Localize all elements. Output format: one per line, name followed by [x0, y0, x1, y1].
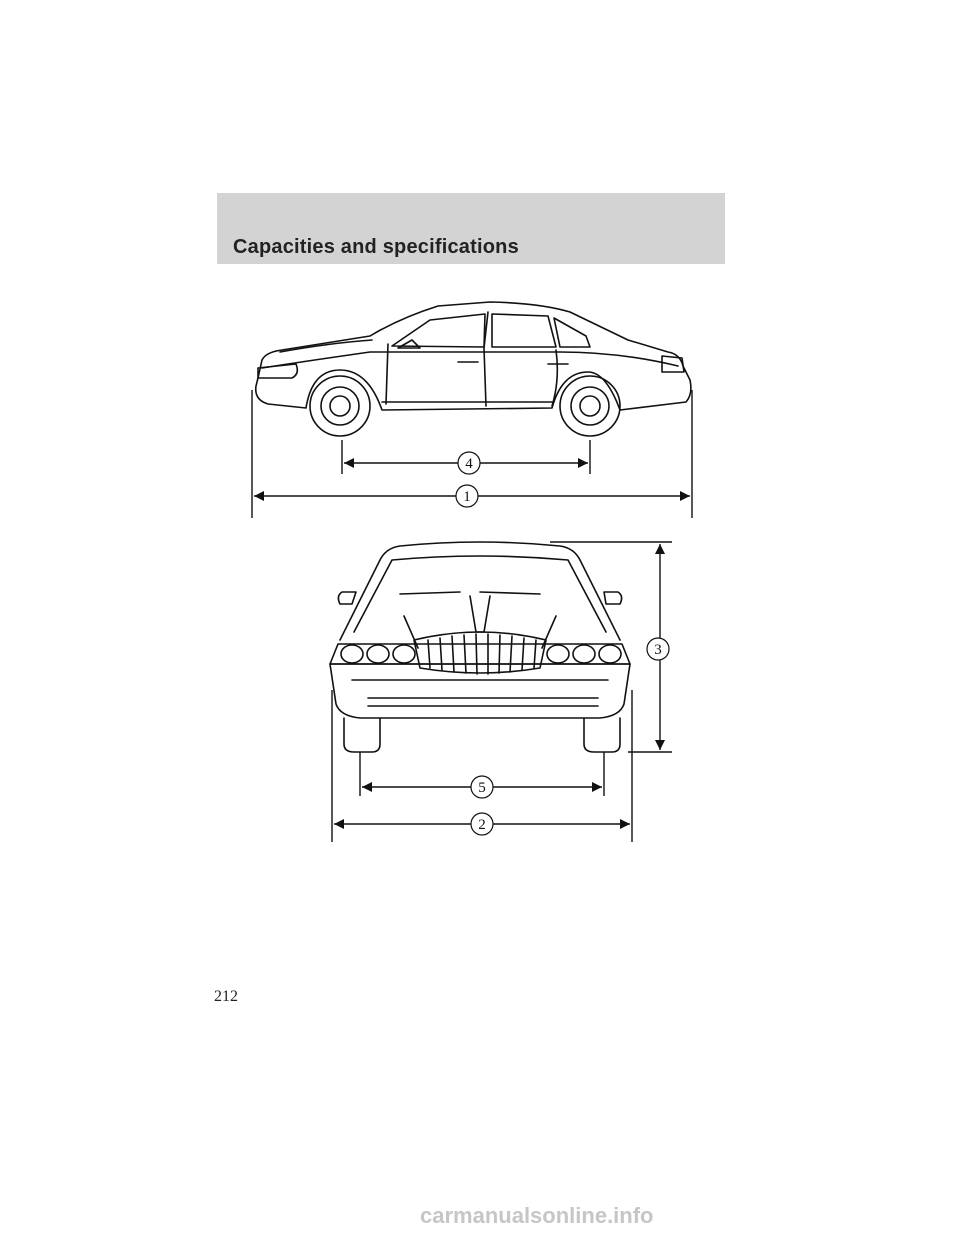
callout-overall-width — [471, 813, 493, 835]
callout-track — [471, 776, 493, 798]
callout-overall-height-label: 3 — [654, 642, 662, 658]
section-title: Capacities and specifications — [233, 236, 519, 258]
front-dimension-lines — [332, 542, 672, 842]
callout-wheelbase — [458, 452, 480, 474]
watermark: carmanualsonline.info — [420, 1203, 654, 1228]
callout-overall-length-label: 1 — [463, 489, 471, 505]
callout-overall-width-label: 2 — [478, 817, 486, 833]
side-view-car — [256, 302, 691, 436]
callout-overall-length — [456, 485, 478, 507]
callout-wheelbase-label: 4 — [465, 456, 473, 472]
callout-overall-height — [647, 638, 669, 660]
callout-track-label: 5 — [478, 780, 486, 796]
front-view-car — [330, 542, 630, 752]
page-number: 212 — [214, 988, 238, 1005]
